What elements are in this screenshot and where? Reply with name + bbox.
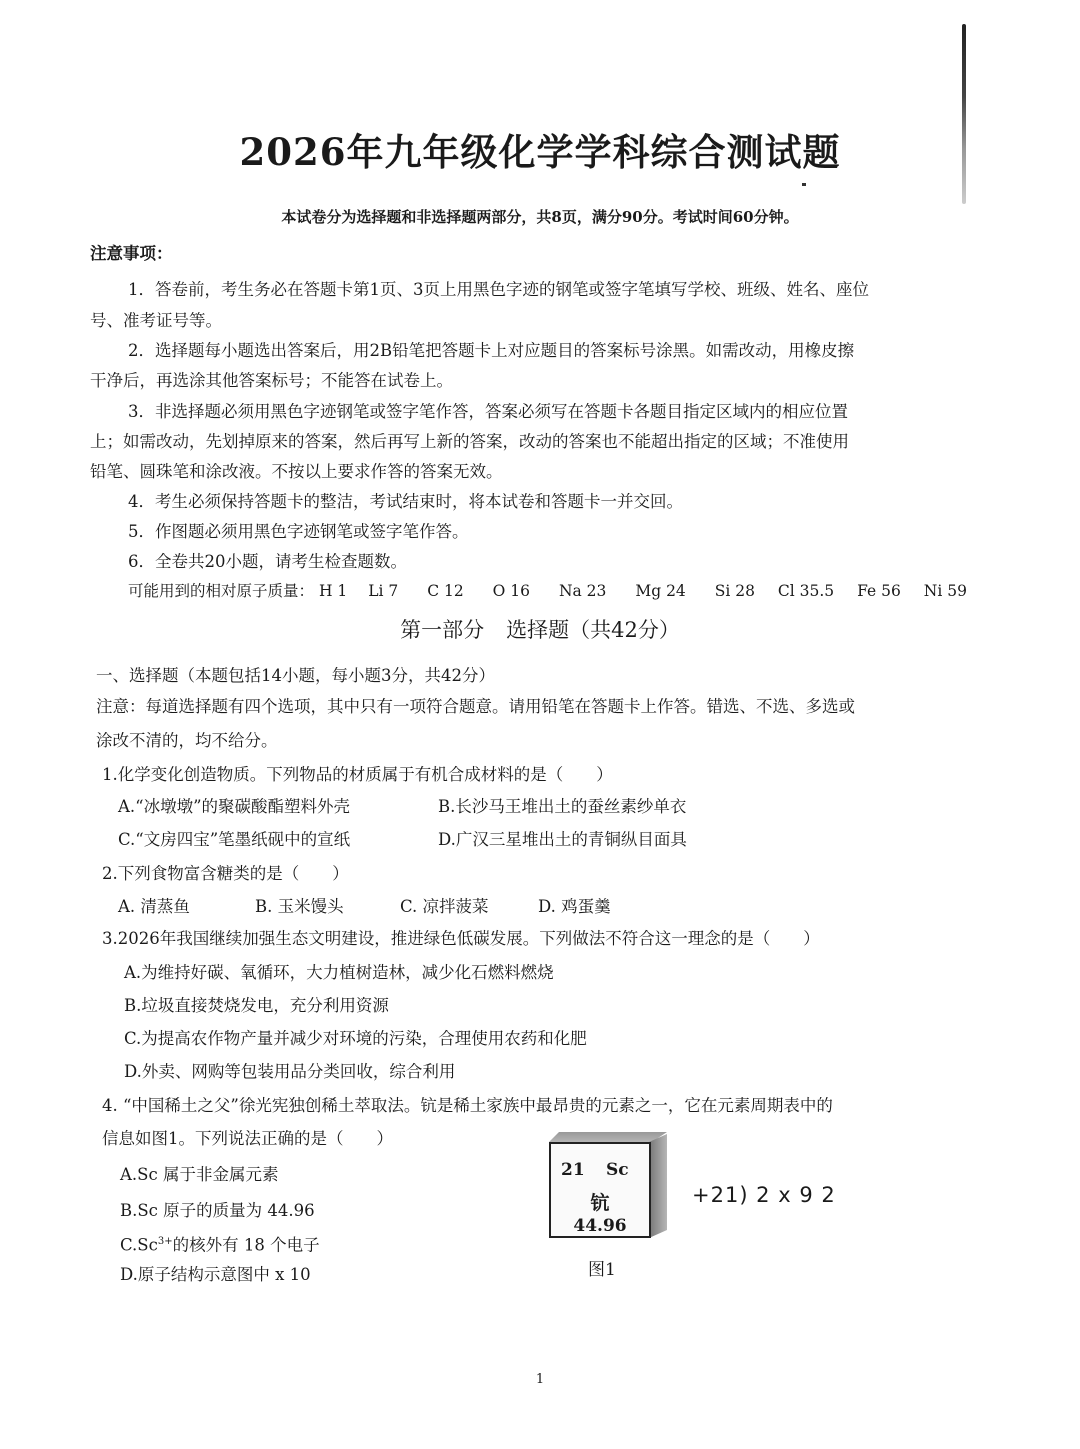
- question-1-option-c: C.“文房四宝”笔墨纸砚中的宣纸: [118, 830, 351, 849]
- question-4-option-c: [120, 1237, 320, 1254]
- section-part: 第一部分: [400, 618, 485, 642]
- element-tile: [549, 1142, 651, 1238]
- section-title: [0, 614, 1080, 644]
- element-atomic-number: 21: [561, 1160, 585, 1180]
- note-line: 上；如需改动，先划掉原来的答案，然后再写上新的答案，改动的答案也不能超出指定的区域；不准使用: [90, 432, 849, 451]
- atomic-mass-item: Li 7: [368, 582, 399, 600]
- element-atomic-mass: 44.96: [573, 1216, 627, 1236]
- atomic-mass-item: Cl 35.5: [777, 582, 835, 600]
- part-note: 注意：每道选择题有四个选项，其中只有一项符合题意。请用铅笔在答题卡上作答。错选、不选、多选或: [96, 697, 855, 716]
- question-4-option-b: B.Sc 原子的质量为 44.96: [120, 1201, 315, 1220]
- atomic-mass-item: Si 28: [714, 582, 755, 600]
- question-1-option-d: D.广汉三星堆出土的青铜纵目面具: [438, 830, 687, 849]
- element-symbol: Sc: [606, 1160, 629, 1180]
- atomic-mass-item: C 12: [427, 582, 464, 600]
- question-2-stem: 2.下列食物富含糖类的是（ ）: [102, 864, 349, 883]
- option-c-prefix: C.Sc: [120, 1235, 158, 1255]
- note-line: 2．选择题每小题选出答案后，用2B铅笔把答题卡上对应题目的答案标号涂黑。如需改动，用橡皮擦: [128, 341, 855, 360]
- part-note: 涂改不清的，均不给分。: [96, 731, 278, 750]
- atom-structure-diagram: +21) 2 x 9 2: [692, 1183, 836, 1207]
- ion-charge: 3+: [157, 1236, 173, 1247]
- question-3-option-b: B.垃圾直接焚烧发电，充分利用资源: [124, 996, 389, 1015]
- atomic-mass-item: Mg 24: [635, 582, 686, 600]
- exam-intro: 本试卷分为选择题和非选择题两部分，共8页，满分90分。考试时间60分钟。: [281, 208, 799, 226]
- scan-edge-mark: [962, 24, 966, 204]
- notes-heading: 注意事项：: [90, 244, 173, 263]
- note-line: 1．答卷前，考生务必在答题卡第1页、3页上用黑色字迹的钢笔或签字笔填写学校、班级、姓名、座位: [128, 280, 869, 299]
- element-name: 钪: [590, 1192, 610, 1214]
- atomic-mass-item: Fe 56: [857, 582, 901, 600]
- section-name: 选择题（共42分）: [506, 618, 680, 642]
- question-4-option-a: A.Sc 属于非金属元素: [120, 1165, 279, 1184]
- atomic-mass-item: O 16: [492, 582, 530, 600]
- note-line: 6．全卷共20小题，请考生检查题数。: [128, 552, 407, 571]
- element-tile-side-face: [649, 1134, 667, 1238]
- note-line: 号、准考证号等。: [90, 311, 222, 330]
- page-number: 1: [535, 1372, 545, 1387]
- question-4-stem-cont: 信息如图1。下列说法正确的是（ ）: [102, 1129, 393, 1148]
- atomic-masses: [128, 584, 967, 600]
- figure-caption: 图1: [588, 1260, 616, 1280]
- question-2-option-a: A. 清蒸鱼: [118, 897, 190, 916]
- question-2-option-c: C. 凉拌菠菜: [400, 897, 489, 916]
- question-1-option-a: A.“冰墩墩”的聚碳酸酯塑料外壳: [118, 797, 351, 816]
- atomic-masses-label: 可能用到的相对原子质量：: [128, 582, 315, 600]
- question-3-option-c: C.为提高农作物产量并减少对环境的污染，合理使用农药和化肥: [124, 1029, 587, 1048]
- note-line: 4．考生必须保持答题卡的整洁，考试结束时，将本试卷和答题卡一并交回。: [128, 492, 683, 511]
- question-3-stem: 3.2026年我国继续加强生态文明建设，推进绿色低碳发展。下列做法不符合这一理念的是（ ）: [102, 929, 820, 948]
- note-line: 5．作图题必须用黑色字迹钢笔或签字笔作答。: [128, 522, 469, 541]
- question-3-option-d: D.外卖、网购等包装用品分类回收，综合利用: [124, 1062, 456, 1081]
- question-2-option-b: B. 玉米馒头: [255, 897, 344, 916]
- question-4-stem: 4. “中国稀土之父”徐光宪独创稀土萃取法。钪是稀土家族中最昂贵的元素之一，它在元素周期表中的: [102, 1096, 833, 1115]
- note-line: 铅笔、圆珠笔和涂改液。不按以上要求作答的答案无效。: [90, 462, 503, 481]
- note-line: 3．非选择题必须用黑色字迹钢笔或签字笔作答，答案必须写在答题卡各题目指定区域内的相应位置: [128, 402, 848, 421]
- part-header: 一、选择题（本题包括14小题，每小题3分，共42分）: [96, 666, 495, 685]
- question-4-option-d: D.原子结构示意图中 x 10: [120, 1265, 311, 1284]
- atomic-mass-item: H 1: [318, 582, 348, 600]
- atomic-mass-item: Na 23: [558, 582, 607, 600]
- option-c-text: 的核外有 18 个电子: [172, 1235, 320, 1255]
- question-2-option-d: D. 鸡蛋羹: [538, 897, 611, 916]
- scan-speck: [802, 183, 806, 186]
- question-3-option-a: A.为维持好碳、氧循环，大力植树造林，减少化石燃料燃烧: [124, 963, 554, 982]
- exam-title: 2026年九年级化学学科综合测试题: [239, 130, 841, 174]
- note-line: 干净后，再选涂其他答案标号；不能答在试卷上。: [90, 371, 453, 390]
- question-1-option-b: B.长沙马王堆出土的蚕丝素纱单衣: [438, 797, 687, 816]
- atomic-mass-item: Ni 59: [923, 582, 967, 600]
- question-1-stem: 1.化学变化创造物质。下列物品的材质属于有机合成材料的是（ ）: [102, 765, 613, 784]
